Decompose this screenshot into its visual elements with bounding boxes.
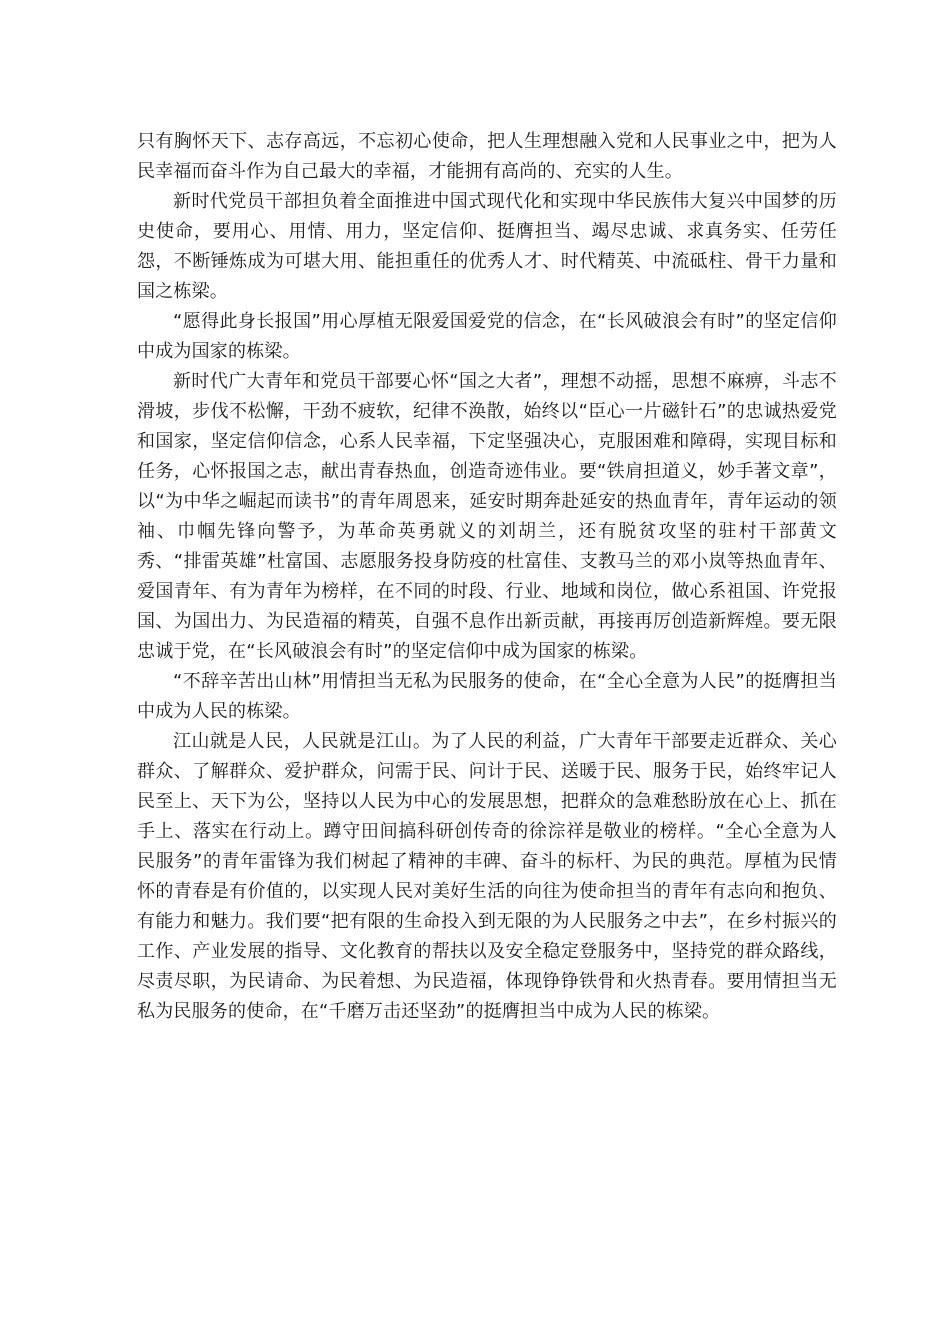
document-body <box>137 127 837 1027</box>
paragraph-4: 新时代广大青年和党员干部要心怀“国之大者”，理想不动摇，思想不麻痹，斗志不滑坡，步伐不松懈，干劲不疲软，纪律不涣散，始终以“臣心一片磁针石”的忠诚热爱党和国家，坚定信仰信念，心系人民幸福，下定坚强决心，克服困难和障碍，实现目标和任务，心怀报国之志，献出青春热血，创造奇迹伟业。要“铁肩担道义，妙手著文章”，以“为中华之崛起而读书”的青年周恩来，延安时期奔赴延安的热血青年，青年运动的领袖、巾帼先锋向警予，为革命英勇就义的刘胡兰，还有脱贫攻坚的驻村干部黄文秀、“排雷英雄”杜富国、志愿服务投身防疫的杜富佳、支教马兰的邓小岚等热血青年、爱国青年、有为青年为榜样，在不同的时段、行业、地域和岗位，做心系祖国、许党报国、为国出力、为民造福的精英，自强不息作出新贡献，再接再厉创造新辉煌。要无限忠诚于党，在“长风破浪会有时”的坚定信仰中成为国家的栋梁。 <box>137 371 837 662</box>
paragraph-5: “不辞辛苦出山林”用情担当无私为民服务的使命，在“全心全意为人民”的挺膺担当中成为人民的栋梁。 <box>137 671 837 722</box>
paragraph-2: 新时代党员干部担负着全面推进中国式现代化和实现中华民族伟大复兴中国梦的历史使命，要用心、用情、用力，坚定信仰、挺膺担当、竭尽忠诚、求真务实、任劳任怨，不断锤炼成为可堪大用、能担重任的优秀人才、时代精英、中流砥柱、骨干力量和国之栋梁。 <box>137 191 837 302</box>
paragraph-3: “愿得此身长报国”用心厚植无限爱国爱党的信念，在“长风破浪会有时”的坚定信仰中成为国家的栋梁。 <box>137 311 837 362</box>
paragraph-6: 江山就是人民，人民就是江山。为了人民的利益，广大青年干部要走近群众、关心群众、了解群众、爱护群众，问需于民、问计于民、送暖于民、服务于民，始终牢记人民至上、天下为公，坚持以人民为中心的发展思想，把群众的急难愁盼放在心上、抓在手上、落实在行动上。蹲守田间搞科研创传奇的徐淙祥是敬业的榜样。“全心全意为人民服务”的青年雷锋为我们树起了精神的丰碑、奋斗的标杆、为民的典范。厚植为民情怀的青春是有价值的，以实现人民对美好生活的向往为使命担当的青年有志向和抱负、有能力和魅力。我们要“把有限的生命投入到无限的为人民服务之中去”，在乡村振兴的工作、产业发展的指导、文化教育的帮扶以及安全稳定登服务中，坚持党的群众路线，尽责尽职，为民请命、为民着想、为民造福，体现铮铮铁骨和火热青春。要用情担当无私为民服务的使命，在“千磨万击还坚劲”的挺膺担当中成为人民的栋梁。 <box>137 731 837 1022</box>
paragraph-1: 只有胸怀天下、志存高远，不忘初心使命，把人生理想融入党和人民事业之中，把为人民幸福而奋斗作为自己最大的幸福，才能拥有高尚的、充实的人生。 <box>137 131 837 182</box>
